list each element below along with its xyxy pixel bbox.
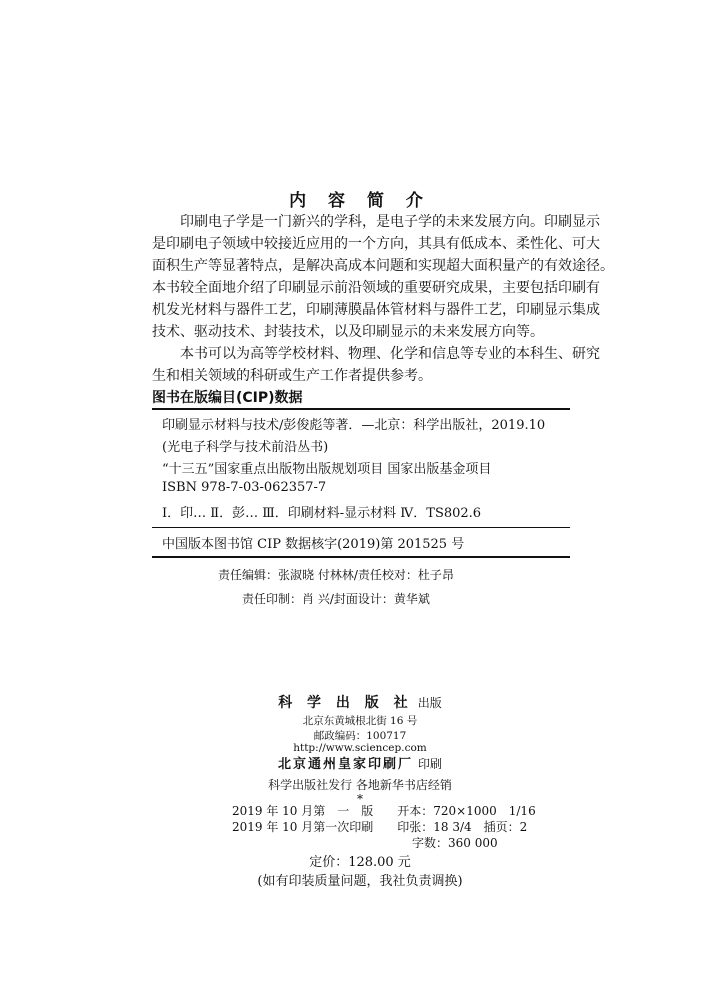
print-design-credit: 责任印制：肖 兴/封面设计：黄华斌 <box>242 592 430 606</box>
cip-top-rule <box>152 408 570 410</box>
cip-mid-rule <box>152 527 570 528</box>
separator-star: * <box>357 792 363 806</box>
summary-paragraph-1 <box>152 211 614 343</box>
publisher-suffix: 出版 <box>417 696 442 710</box>
editor-credit: 责任编辑：张淑晓 付林林/责任校对：杜子昂 <box>218 568 454 582</box>
cip-line: 印刷显示材料与技术/彭俊彪等著．—北京：科学出版社，2019.10 <box>162 418 546 433</box>
printing-info: 2019 年 10 月第一次印刷 印张：18 3/4 插页：2 <box>232 820 528 834</box>
distribution: 科学出版社发行 各地新华书店经销 <box>268 778 452 792</box>
publisher-url: http://www.sciencep.com <box>293 742 427 754</box>
summary-line: 本书可以为高等学校材料、物理、化学和信息等专业的本科生、研究 <box>180 346 600 362</box>
publisher-address: 北京东黄城根北街 16 号 <box>302 715 418 727</box>
summary-line: 印刷电子学是一门新兴的学科，是电子学的未来发展方向。印刷显示 <box>180 214 600 230</box>
publisher-postcode: 邮政编码：100717 <box>313 730 407 742</box>
printer-name: 北京通州皇家印刷厂 <box>277 757 413 772</box>
cip-line: ISBN 978-7-03-062357-7 <box>162 480 327 495</box>
cip-bottom-rule <box>152 556 570 558</box>
summary-line: 是印刷电子领域中较接近应用的一个方向，其具有低成本、柔性化、可大 <box>152 236 600 252</box>
cip-line: (光电子科学与技术前沿丛书) <box>162 440 329 455</box>
printer-suffix: 印刷 <box>418 757 443 771</box>
cip-classification: Ⅰ．印… Ⅱ．彭… Ⅲ．印刷材料-显示材料 Ⅳ．TS802.6 <box>162 506 482 521</box>
summary-line: 机发光材料与器件工艺，印刷薄膜晶体管材料与器件工艺，印刷显示集成 <box>152 302 600 318</box>
edition-info: 2019 年 10 月第 一 版 开本：720×1000 1/16 <box>232 804 536 818</box>
summary-line: 本书较全面地介绍了印刷显示前沿领域的重要研究成果，主要包括印刷有 <box>152 280 600 296</box>
price: 定价：128.00 元 <box>309 855 411 870</box>
word-count: 字数：360 000 <box>412 836 498 850</box>
summary-title: 内 容 简 介 <box>289 191 431 211</box>
summary-line: 生和相关领域的科研或生产工作者提供参考。 <box>152 368 432 384</box>
summary-line: 技术、驱动技术、封装技术，以及印刷显示的未来发展方向等。 <box>152 324 544 340</box>
printer-line <box>0 753 720 772</box>
publisher-name: 科 学 出 版 社 <box>278 695 413 711</box>
summary-line: 面积生产等显著特点，是解决高成本问题和实现超大面积量产的有效途径。 <box>152 258 614 274</box>
cip-heading: 图书在版编目(CIP)数据 <box>152 390 303 406</box>
cip-number: 中国版本图书馆 CIP 数据核字(2019)第 201525 号 <box>162 537 465 552</box>
publisher-line <box>0 692 720 712</box>
cip-line: “十三五”国家重点出版物出版规划项目 国家出版基金项目 <box>162 462 492 477</box>
quality-notice: (如有印装质量问题，我社负责调换) <box>257 874 463 889</box>
summary-paragraph-2 <box>152 343 600 387</box>
